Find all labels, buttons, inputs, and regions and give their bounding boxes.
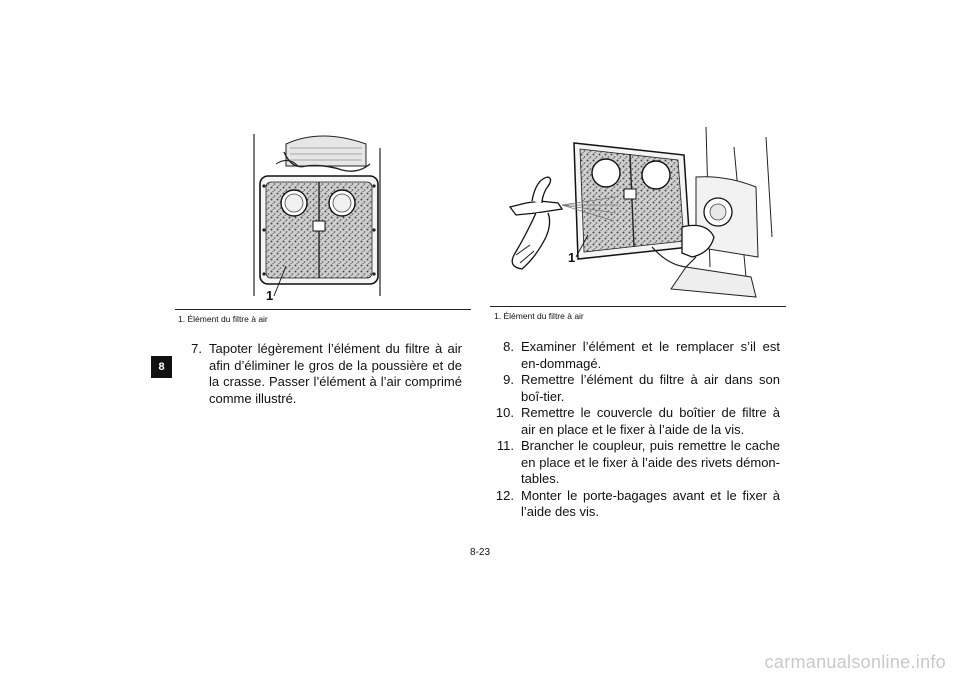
step-number: 9.	[503, 372, 514, 387]
step-number: 10.	[495, 405, 514, 420]
step-text: Brancher le coupleur, puis remettre le cache en place et le fixer à l’aide des rivets démon-tables.	[521, 438, 780, 486]
left-steps-list	[178, 341, 462, 407]
step-number: 11.	[496, 438, 514, 453]
step-11	[490, 438, 780, 488]
figure2-caption-rule	[490, 306, 786, 307]
watermark: carmanualsonline.info	[764, 652, 946, 672]
step-7	[178, 341, 462, 407]
figure1-caption: 1. Élément du filtre à air	[178, 314, 268, 324]
chapter-tab: 8	[151, 356, 172, 378]
step-8	[490, 339, 780, 372]
step-text: Remettre le couvercle du boîtier de filtre à air en place et le fixer à l’aide de la vis.	[521, 405, 780, 437]
air-filter-element-illustration	[246, 126, 396, 308]
step-text: Tapoter légèrement l’élément du filtre à air afin d’éliminer le gros de la poussière et de la crasse. Passer l’élément à l’air comprimé comme illustré.	[209, 341, 462, 406]
right-steps-list	[490, 339, 780, 521]
step-text: Monter le porte-bagages avant et le fixer à l’aide des vis.	[521, 487, 780, 519]
page-number: 8-23	[469, 547, 490, 558]
figure2-caption: 1. Élément du filtre à air	[494, 311, 584, 321]
figure-air-filter-element	[246, 126, 396, 308]
figure1-caption-rule	[175, 309, 471, 310]
figure1-callout: 1	[266, 288, 274, 303]
step-number: 12.	[495, 487, 514, 503]
step-number: 8.	[503, 339, 514, 354]
step-number: 7.	[191, 341, 202, 356]
compressed-air-cleaning-illustration	[496, 117, 792, 302]
figure-compressed-air-cleaning	[496, 117, 792, 302]
step-text: Examiner l’élément et le remplacer s’il est en-dommagé.	[521, 339, 780, 371]
step-12	[490, 488, 780, 521]
step-10	[490, 405, 780, 438]
step-9	[490, 372, 780, 405]
step-text: Remettre l’élément du filtre à air dans son boî-tier.	[521, 372, 780, 404]
figure2-callout: 1	[568, 250, 576, 265]
